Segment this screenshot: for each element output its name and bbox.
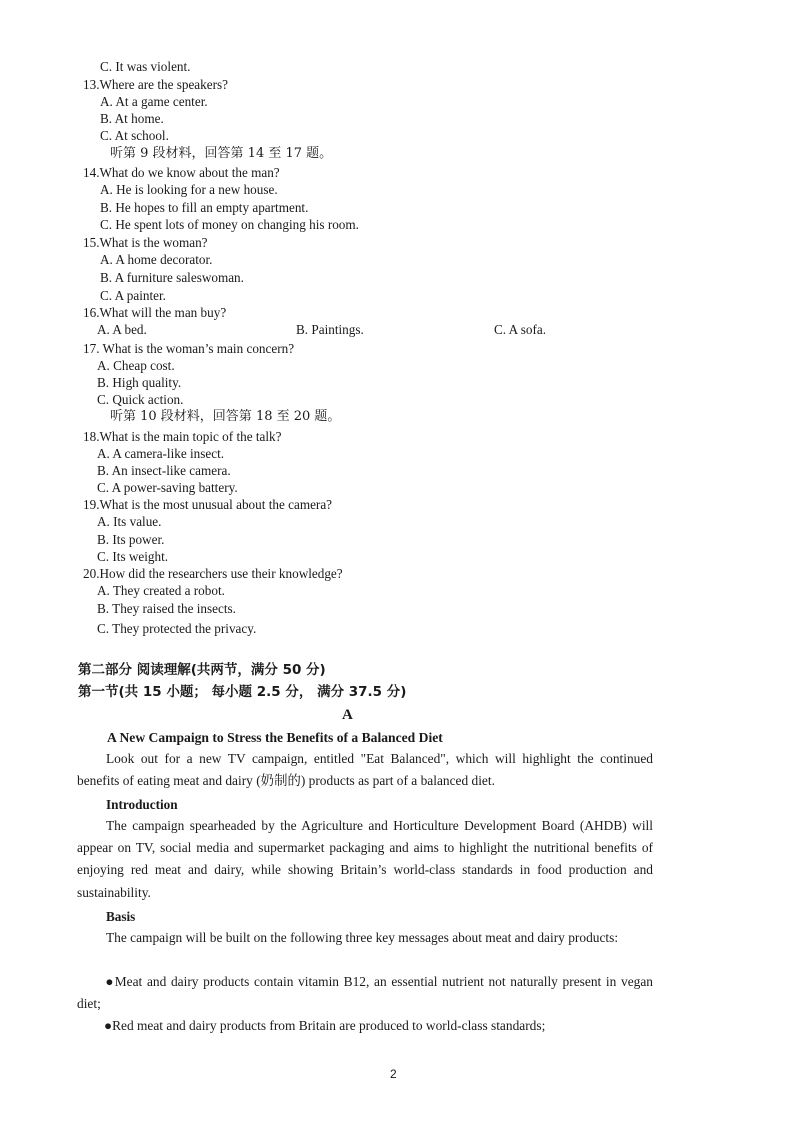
q19-option-c: C. Its weight.	[97, 549, 169, 564]
intro-paragraph-text: Look out for a new TV campaign, entitled "Eat Balanced", which will highlight the continued benefits of eating meat and dairy (奶制的) products as part of a balanced diet.	[77, 751, 653, 789]
introduction-paragraph-text: The campaign spearheaded by the Agriculture and Horticulture Development Board (AHDB) will appear on TV, social media and supermarket packaging and aims to highlight the nutritional benefits of enjoying red meat and dairy, while showing Britain’s world-class standards in food production and sustainability.	[77, 818, 653, 900]
bullet-1	[77, 971, 653, 1015]
q18-option-a: A. A camera-like insect.	[97, 446, 225, 461]
q17-option-b: B. High quality.	[97, 375, 182, 390]
q16-stem: 16.What will the man buy?	[83, 305, 227, 320]
q20-stem: 20.How did the researchers use their knowledge?	[83, 566, 343, 581]
q16-option-c: C. A sofa.	[494, 322, 547, 337]
q15-stem: 15.What is the woman?	[83, 235, 208, 250]
q12-option-c: C. It was violent.	[100, 59, 191, 74]
q17-stem: 17. What is the woman’s main concern?	[83, 341, 295, 356]
q20-option-c: C. They protected the privacy.	[97, 621, 257, 636]
q14-option-a: A. He is looking for a new house.	[100, 182, 278, 197]
q20-option-b: B. They raised the insects.	[97, 601, 236, 616]
q19-option-a: A. Its value.	[97, 514, 162, 529]
q16-option-a: A. A bed.	[97, 322, 147, 337]
q14-option-c: C. He spent lots of money on changing his room.	[100, 217, 359, 232]
q13-stem: 13.Where are the speakers?	[83, 77, 228, 92]
q13-option-b: B. At home.	[100, 111, 164, 126]
q13-option-a: A. At a game center.	[100, 94, 208, 109]
introduction-heading: Introduction	[106, 797, 178, 812]
introduction-paragraph	[77, 815, 653, 904]
q17-option-a: A. Cheap cost.	[97, 358, 175, 373]
bullet-1-text: ●Meat and dairy products contain vitamin B12, an essential nutrient not naturally present in vegan diet;	[77, 974, 653, 1012]
q19-option-b: B. Its power.	[97, 532, 165, 547]
q14-stem: 14.What do we know about the man?	[83, 165, 280, 180]
q18-stem: 18.What is the main topic of the talk?	[83, 429, 282, 444]
q18-option-c: C. A power-saving battery.	[97, 480, 238, 495]
bullet-2	[77, 1015, 653, 1037]
basis-paragraph	[77, 927, 653, 949]
passage-letter: A	[342, 707, 353, 723]
intro-paragraph	[77, 748, 653, 792]
q20-option-a: A. They created a robot.	[97, 583, 225, 598]
q16-option-b: B. Paintings.	[296, 322, 364, 337]
basis-paragraph-text: The campaign will be built on the following three key messages about meat and dairy products:	[106, 930, 619, 945]
bullet-2-text: ●Red meat and dairy products from Britain are produced to world-class standards;	[104, 1018, 546, 1033]
basis-heading: Basis	[106, 909, 136, 924]
q17-option-c: C. Quick action.	[97, 392, 184, 407]
q18-option-b: B. An insect-like camera.	[97, 463, 231, 478]
listen-note-9: 听第 9 段材料，回答第 14 至 17 题。	[110, 146, 333, 161]
page-number: 2	[390, 1067, 397, 1081]
listen-note-10: 听第 10 段材料，回答第 18 至 20 题。	[110, 409, 341, 424]
q19-stem: 19.What is the most unusual about the camera?	[83, 497, 333, 512]
q15-option-a: A. A home decorator.	[100, 252, 213, 267]
section1-heading: 第一节(共 15 小题； 每小题 2.5 分， 满分 37.5 分)	[78, 684, 407, 700]
part2-heading: 第二部分 阅读理解(共两节，满分 50 分)	[78, 662, 326, 678]
passage-title: A New Campaign to Stress the Benefits of a Balanced Diet	[107, 730, 443, 745]
q15-option-b: B. A furniture saleswoman.	[100, 270, 244, 285]
q13-option-c: C. At school.	[100, 128, 169, 143]
q14-option-b: B. He hopes to fill an empty apartment.	[100, 200, 309, 215]
q15-option-c: C. A painter.	[100, 288, 166, 303]
